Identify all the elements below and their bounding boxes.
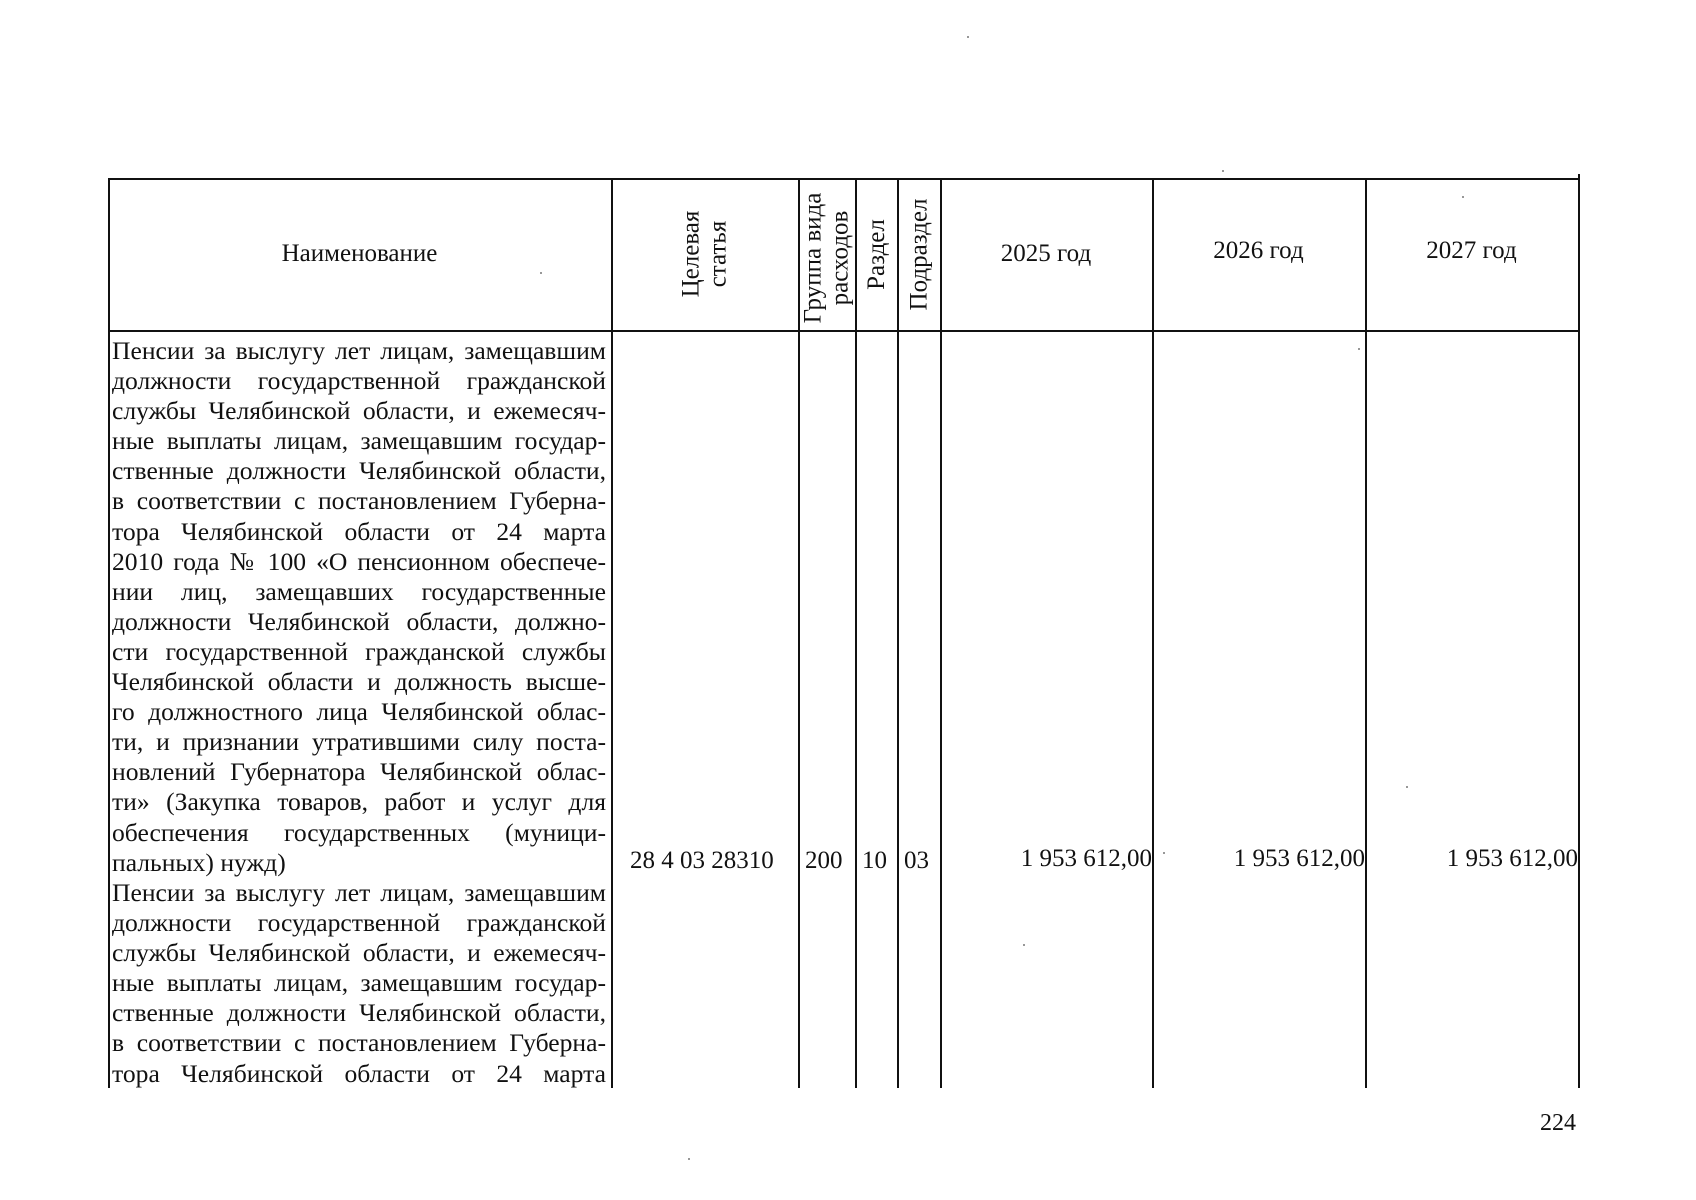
row-2-name xyxy=(112,878,606,1089)
row-1-target-article: 28 4 03 28310 xyxy=(630,847,774,874)
row-1-section: 10 xyxy=(862,847,887,874)
header-subsection xyxy=(897,178,940,330)
header-year-2025-label: 2025 год xyxy=(1000,240,1092,267)
scan-speck xyxy=(1358,348,1360,350)
scan-speck xyxy=(1163,852,1165,854)
scan-speck xyxy=(1023,944,1025,946)
row-1-name xyxy=(112,336,606,878)
name-line: ственные должности Челябинской области, xyxy=(112,998,606,1028)
scan-speck xyxy=(1462,196,1464,198)
scan-speck xyxy=(1406,786,1408,788)
header-year-2026 xyxy=(1152,178,1365,324)
header-year-2027-label: 2027 год xyxy=(1426,237,1517,264)
name-line: ные выплаты лицам, замещавшим государ- xyxy=(112,426,606,456)
name-line: Пенсии за выслугу лет лицам, замещавшим xyxy=(112,878,606,907)
name-line: пальных) нужд) xyxy=(112,847,286,877)
name-line: Пенсии за выслугу лет лицам, замещавшим xyxy=(112,336,606,365)
scan-speck xyxy=(967,36,969,38)
row-1-2027: 1 953 612,00 xyxy=(1446,845,1578,872)
header-target-article-line1: Целевая xyxy=(677,210,705,298)
header-bottom-border xyxy=(108,330,1578,332)
table-right-border xyxy=(1578,174,1580,1088)
name-line: новлений Губернатора Челябинской облас- xyxy=(112,757,606,787)
header-name xyxy=(108,178,611,330)
name-line: в соответствии с постановлением Губерна- xyxy=(112,486,606,516)
name-line: ственные должности Челябинской области, xyxy=(112,456,606,486)
header-expense-group xyxy=(798,178,855,330)
header-expense-group-line1: Группа вида xyxy=(799,192,827,324)
row-1-expense-group: 200 xyxy=(805,847,843,874)
page-number: 224 xyxy=(1540,1110,1576,1136)
header-section-label: Раздел xyxy=(862,218,890,290)
header-subsection-label: Подраздел xyxy=(905,198,932,310)
header-year-2026-label: 2026 год xyxy=(1213,237,1304,264)
name-line: службы Челябинской области, и ежемесяч- xyxy=(112,938,606,968)
name-line: службы Челябинской области, и ежемесяч- xyxy=(112,396,606,426)
name-line: ти, и признании утратившими силу поста- xyxy=(112,727,606,757)
header-expense-group-line2: расходов xyxy=(826,210,854,306)
name-line: го должностного лица Челябинской облас- xyxy=(112,697,606,727)
scan-speck xyxy=(540,272,542,274)
header-year-2027 xyxy=(1365,178,1578,324)
name-line: в соответствии с постановлением Губерна- xyxy=(112,1028,606,1058)
name-line: нии лиц, замещавших государственные xyxy=(112,576,606,606)
header-name-label: Наименование xyxy=(281,240,438,267)
name-line: обеспечения государственных (муници- xyxy=(112,817,606,847)
row-1-subsection: 03 xyxy=(904,847,929,874)
name-line: тора Челябинской области от 24 марта xyxy=(112,1058,606,1088)
name-line: должности государственной гражданской xyxy=(112,908,606,938)
header-section xyxy=(855,178,897,330)
name-line: должности Челябинской области, должно- xyxy=(112,606,606,636)
header-target-article-line2: статья xyxy=(704,220,732,288)
name-line: сти государственной гражданской службы xyxy=(112,636,606,666)
scan-speck xyxy=(688,1158,690,1160)
name-line: ти» (Закупка товаров, работ и услуг для xyxy=(112,787,606,817)
name-line: ные выплаты лицам, замещавшим государ- xyxy=(112,968,606,998)
header-target-article xyxy=(611,178,798,330)
name-line: должности государственной гражданской xyxy=(112,366,606,396)
name-line: тора Челябинской области от 24 марта xyxy=(112,516,606,546)
header-year-2025 xyxy=(940,178,1152,330)
name-line: Челябинской области и должность высше- xyxy=(112,667,606,697)
name-line: 2010 года № 100 «О пенсионном обеспече- xyxy=(112,546,606,576)
row-1-2025: 1 953 612,00 xyxy=(1020,845,1152,872)
row-1-2026: 1 953 612,00 xyxy=(1233,845,1365,872)
scan-speck xyxy=(1222,170,1224,172)
